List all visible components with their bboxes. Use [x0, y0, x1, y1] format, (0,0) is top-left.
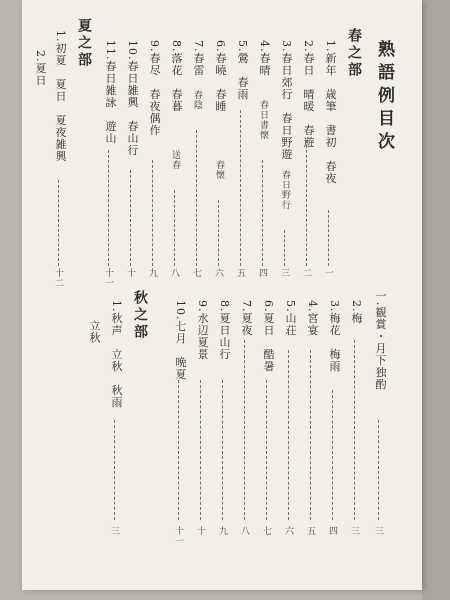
list-item: 1.初夏 夏日 夏夜雑興 — [54, 30, 67, 163]
list-item: 2.梅 — [350, 300, 363, 325]
list-item: 2.夏日 — [34, 50, 47, 87]
page-number: 八 — [239, 526, 249, 536]
list-item: 一.観賞・月下独酌 — [374, 290, 387, 391]
page-number: 三 — [373, 526, 383, 536]
section-spring: 春之部 — [346, 28, 362, 79]
page-number: 十一 — [103, 268, 113, 288]
leader-dots — [284, 230, 285, 266]
list-item: 8.夏日山行 — [218, 300, 231, 361]
list-item-sub: 春日野行 — [280, 170, 290, 210]
leader-dots — [244, 340, 245, 520]
list-item: 4.春晴 — [258, 40, 271, 77]
list-item: 2.春日 晴暖 春遊 — [302, 40, 315, 149]
page-number: 三 — [279, 268, 289, 278]
leader-dots — [222, 380, 223, 520]
page-number: 八 — [169, 268, 179, 278]
leader-dots — [328, 210, 329, 266]
leader-dots — [200, 380, 201, 520]
list-item-sub: 春懐 — [214, 160, 224, 180]
list-item-sub: 春日書懐 — [258, 100, 268, 140]
list-item: 7.夏夜 — [240, 300, 253, 337]
leader-dots — [262, 160, 263, 266]
leader-dots — [174, 190, 175, 266]
leader-dots — [108, 150, 109, 266]
list-item: 1.新年 歳筆 書初 春夜 — [324, 40, 337, 185]
page-number: 四 — [327, 526, 337, 536]
section-summer: 夏之部 — [76, 18, 92, 69]
list-item: 10.七月 晩夏 — [174, 300, 187, 381]
leader-dots — [114, 420, 115, 520]
leader-dots — [266, 380, 267, 520]
leader-dots — [130, 170, 131, 266]
leader-dots — [378, 420, 379, 520]
list-item: 7.春雷 — [192, 40, 205, 77]
leader-dots — [218, 200, 219, 266]
list-item: 8.落花 春暮 — [170, 40, 183, 113]
book-page — [22, 0, 422, 590]
list-item: 11.春日雑詠 遊山 — [104, 40, 117, 145]
page-number: 九 — [217, 526, 227, 536]
book-edge — [422, 0, 450, 600]
page-number: 五 — [235, 268, 245, 278]
leader-dots — [152, 160, 153, 266]
list-item: 6.夏日 酷暑 — [262, 300, 275, 373]
page-number: 七 — [261, 526, 271, 536]
page-number: 七 — [191, 268, 201, 278]
leader-dots — [354, 340, 355, 520]
page-number: 十 — [195, 526, 205, 536]
page-number: 十一 — [173, 526, 183, 546]
list-item: 5.山荘 — [284, 300, 297, 337]
list-item: 3.梅花 梅雨 — [328, 300, 341, 373]
list-item: 9.春尽 春夜偶作 — [148, 40, 161, 137]
list-item-sub: 春陰 — [192, 90, 202, 110]
leader-dots — [240, 110, 241, 266]
page-number: 九 — [147, 268, 157, 278]
list-item: 5.鶯 春雨 — [236, 40, 249, 101]
page-number: 五 — [305, 526, 315, 536]
page-number: 六 — [213, 268, 223, 278]
list-item-sub: 送春 — [170, 150, 180, 170]
page-number: 三 — [109, 526, 119, 536]
list-item: 4.宮宴 — [306, 300, 319, 337]
list-item: 6.春曉 春睡 — [214, 40, 227, 113]
page-number: 四 — [257, 268, 267, 278]
page-number: 十 — [125, 268, 135, 278]
page-number: 十二 — [53, 268, 63, 288]
page-number: 三 — [349, 526, 359, 536]
list-item: 10.春日雑興 春山行 — [126, 40, 139, 157]
page-number: 二 — [301, 268, 311, 278]
leader-dots — [332, 390, 333, 520]
section-autumn: 秋之部 — [132, 290, 148, 341]
list-item: 9.水辺夏景 — [196, 300, 209, 361]
page-number: 六 — [283, 526, 293, 536]
leader-dots — [196, 130, 197, 266]
leader-dots — [58, 180, 59, 266]
page-title: 熟語例目次 — [374, 40, 394, 155]
leader-dots — [310, 350, 311, 520]
list-item: 立秋 — [88, 320, 101, 344]
list-item: 3.春日郊行 春日野遊 — [280, 40, 293, 161]
leader-dots — [178, 380, 179, 520]
list-item: 1.秋声 立秋 秋雨 — [110, 300, 123, 409]
leader-dots — [288, 350, 289, 520]
leader-dots — [306, 140, 307, 266]
page-number: 一 — [323, 268, 333, 278]
